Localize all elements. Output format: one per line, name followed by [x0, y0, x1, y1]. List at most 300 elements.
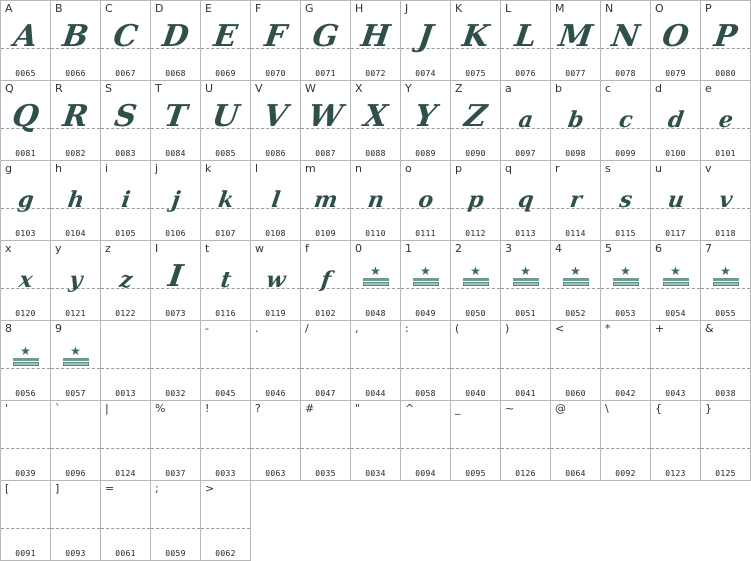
glyph-cell[interactable]: [600, 320, 651, 401]
character-label: g: [5, 162, 12, 175]
glyph-cell[interactable]: [450, 80, 501, 161]
character-code: 0043: [665, 389, 686, 398]
glyph-cell[interactable]: [300, 0, 351, 81]
glyph-preview: H: [358, 19, 393, 54]
glyph-preview: m: [312, 187, 340, 213]
glyph-cell[interactable]: [250, 400, 301, 481]
character-code: 0077: [565, 69, 586, 78]
glyph-cell[interactable]: [200, 0, 251, 81]
glyph-cell[interactable]: [150, 0, 201, 81]
glyph-cell[interactable]: [350, 0, 401, 81]
badge-box: [63, 362, 89, 366]
glyph-cell[interactable]: [550, 320, 601, 401]
character-code: 0038: [715, 389, 736, 398]
glyph-cell[interactable]: [350, 400, 401, 481]
glyph-preview: p: [466, 187, 486, 213]
baseline-guide: [551, 448, 600, 449]
glyph-cell[interactable]: [600, 80, 651, 161]
missing-glyph-badge-icon: [363, 265, 389, 286]
glyph-preview: d: [666, 107, 686, 133]
glyph-preview: w: [264, 267, 288, 293]
glyph-cell[interactable]: [550, 0, 601, 81]
glyph-preview: z: [117, 267, 134, 293]
character-code: 0124: [115, 469, 136, 478]
character-code: 0106: [165, 229, 186, 238]
character-label: k: [205, 162, 212, 175]
glyph-cell[interactable]: [550, 80, 601, 161]
star-icon: ★: [520, 264, 531, 278]
character-label: ;: [155, 482, 159, 495]
glyph-cell[interactable]: [350, 320, 401, 401]
glyph-cell[interactable]: [500, 160, 551, 241]
baseline-guide: [551, 368, 600, 369]
star-icon: ★: [570, 264, 581, 278]
glyph-preview: x: [17, 267, 35, 293]
star-icon: ★: [20, 344, 31, 358]
baseline-guide: [101, 528, 150, 529]
character-code: 0093: [65, 549, 86, 558]
glyph-cell[interactable]: [50, 80, 101, 161]
glyph-cell[interactable]: [100, 240, 151, 321]
glyph-cell[interactable]: [650, 80, 701, 161]
glyph-cell[interactable]: [150, 240, 201, 321]
character-code: 0104: [65, 229, 86, 238]
character-code: 0064: [565, 469, 586, 478]
baseline-guide: [601, 448, 650, 449]
glyph-cell[interactable]: [650, 320, 701, 401]
glyph-preview: v: [717, 187, 735, 213]
character-code: 0037: [165, 469, 186, 478]
character-code: 0103: [15, 229, 36, 238]
character-code: 0063: [265, 469, 286, 478]
glyph-preview: I: [166, 259, 186, 294]
glyph-cell[interactable]: [150, 400, 201, 481]
glyph-cell[interactable]: [0, 0, 51, 81]
glyph-cell[interactable]: [300, 80, 351, 161]
glyph-preview: j: [170, 187, 182, 213]
glyph-cell[interactable]: [200, 480, 251, 561]
character-label: (: [455, 322, 460, 335]
glyph-cell[interactable]: [650, 400, 701, 481]
character-code: 0096: [65, 469, 86, 478]
character-code: 0090: [465, 149, 486, 158]
character-code: 0102: [315, 309, 336, 318]
character-label: .: [255, 322, 259, 335]
glyph-preview: q: [516, 187, 536, 213]
character-label: f: [305, 242, 309, 255]
character-label: ): [505, 322, 510, 335]
glyph-cell[interactable]: [250, 240, 301, 321]
glyph-preview: Y: [412, 99, 439, 134]
glyph-cell[interactable]: [250, 80, 301, 161]
character-label: T: [155, 82, 162, 95]
character-label: V: [255, 82, 263, 95]
glyph-preview: n: [366, 187, 386, 213]
baseline-guide: [51, 528, 100, 529]
character-code: 0062: [215, 549, 236, 558]
glyph-preview: D: [160, 19, 192, 54]
glyph-cell[interactable]: [100, 400, 151, 481]
character-label: M: [555, 2, 565, 15]
glyph-cell[interactable]: [600, 0, 651, 81]
character-code: 0081: [15, 149, 36, 158]
badge-bar: [463, 278, 489, 281]
glyph-cell[interactable]: [600, 400, 651, 481]
character-code: 0068: [165, 69, 186, 78]
missing-glyph-badge-icon: [463, 265, 489, 286]
character-code: 0121: [65, 309, 86, 318]
character-label: ?: [255, 402, 261, 415]
character-code: 0114: [565, 229, 586, 238]
character-label: B: [55, 2, 63, 15]
character-code: 0066: [65, 69, 86, 78]
glyph-cell[interactable]: [300, 400, 351, 481]
glyph-cell[interactable]: [0, 160, 51, 241]
glyph-cell[interactable]: [450, 160, 501, 241]
character-label: i: [105, 162, 109, 175]
glyph-cell[interactable]: [150, 320, 201, 401]
glyph-cell[interactable]: [500, 320, 551, 401]
character-label: O: [655, 2, 664, 15]
character-label: 7: [705, 242, 712, 255]
character-label: q: [505, 162, 512, 175]
badge-box: [413, 282, 439, 286]
glyph-preview: g: [16, 187, 36, 213]
glyph-cell[interactable]: [200, 240, 251, 321]
glyph-preview: Q: [10, 99, 42, 134]
character-label: G: [305, 2, 314, 15]
character-code: 0087: [315, 149, 336, 158]
glyph-cell[interactable]: [550, 160, 601, 241]
glyph-preview: s: [617, 187, 634, 213]
badge-box: [363, 282, 389, 286]
character-code: 0050: [465, 309, 486, 318]
glyph-cell[interactable]: [650, 160, 701, 241]
glyph-cell[interactable]: [200, 80, 251, 161]
character-label: 2: [455, 242, 462, 255]
missing-glyph-badge-icon: [563, 265, 589, 286]
character-code: 0075: [465, 69, 486, 78]
baseline-guide: [101, 368, 150, 369]
glyph-cell[interactable]: [0, 480, 51, 561]
character-code: 0072: [365, 69, 386, 78]
character-code: 0032: [165, 389, 186, 398]
character-code: 0057: [65, 389, 86, 398]
character-code: 0044: [365, 389, 386, 398]
glyph-cell[interactable]: [150, 160, 201, 241]
character-code: 0083: [115, 149, 136, 158]
character-label: X: [355, 82, 363, 95]
glyph-preview: b: [566, 107, 586, 133]
character-label: c: [605, 82, 612, 95]
glyph-cell[interactable]: [50, 0, 101, 81]
character-code: 0120: [15, 309, 36, 318]
baseline-guide: [651, 288, 700, 289]
character-code: 0097: [515, 149, 536, 158]
character-label: A: [5, 2, 13, 15]
badge-box: [713, 282, 739, 286]
character-code: 0039: [15, 469, 36, 478]
character-code: 0034: [365, 469, 386, 478]
glyph-preview: Z: [462, 99, 489, 134]
glyph-cell[interactable]: [400, 320, 451, 401]
glyph-cell[interactable]: [400, 80, 451, 161]
glyph-cell[interactable]: [600, 160, 651, 241]
character-code: 0071: [315, 69, 336, 78]
character-label: U: [205, 82, 214, 95]
character-code: 0118: [715, 229, 736, 238]
character-label: P: [705, 2, 712, 15]
glyph-preview: h: [66, 187, 86, 213]
character-label: l: [255, 162, 259, 175]
glyph-preview: K: [460, 19, 492, 54]
character-code: 0126: [515, 469, 536, 478]
character-code: 0100: [665, 149, 686, 158]
character-label: =: [105, 482, 115, 495]
glyph-cell[interactable]: [250, 0, 301, 81]
character-code: 0042: [615, 389, 636, 398]
badge-bar: [63, 358, 89, 361]
character-label: %: [155, 402, 166, 415]
glyph-cell[interactable]: [100, 0, 151, 81]
character-code: 0082: [65, 149, 86, 158]
glyph-cell[interactable]: [400, 240, 451, 321]
glyph-preview: l: [269, 187, 282, 213]
glyph-preview: W: [306, 99, 345, 134]
glyph-cell[interactable]: [550, 400, 601, 481]
glyph-cell[interactable]: [50, 240, 101, 321]
badge-bar: [563, 278, 589, 281]
glyph-cell[interactable]: [0, 400, 51, 481]
glyph-cell[interactable]: [100, 480, 151, 561]
baseline-guide: [201, 448, 250, 449]
character-label: Y: [405, 82, 412, 95]
glyph-cell[interactable]: [450, 320, 501, 401]
character-label: u: [655, 162, 662, 175]
glyph-cell[interactable]: [100, 320, 151, 401]
glyph-cell[interactable]: [350, 240, 401, 321]
badge-bar: [513, 278, 539, 281]
character-label: s: [605, 162, 611, 175]
glyph-preview: J: [416, 19, 436, 54]
character-code: 0055: [715, 309, 736, 318]
glyph-cell[interactable]: [200, 400, 251, 481]
character-label: >: [205, 482, 215, 495]
baseline-guide: [601, 368, 650, 369]
baseline-guide: [351, 288, 400, 289]
glyph-preview: S: [112, 99, 139, 134]
character-label: Z: [455, 82, 463, 95]
character-label: 4: [555, 242, 562, 255]
glyph-cell[interactable]: [200, 160, 251, 241]
missing-glyph-badge-icon: [663, 265, 689, 286]
character-code: 0041: [515, 389, 536, 398]
glyph-preview: G: [310, 19, 341, 54]
character-label: 5: [605, 242, 612, 255]
character-code: 0048: [365, 309, 386, 318]
glyph-cell[interactable]: [600, 240, 651, 321]
character-label: n: [355, 162, 362, 175]
baseline-guide: [51, 448, 100, 449]
character-code: 0051: [515, 309, 536, 318]
character-label: !: [205, 402, 210, 415]
character-code: 0089: [415, 149, 436, 158]
glyph-cell[interactable]: [350, 80, 401, 161]
baseline-guide: [301, 448, 350, 449]
glyph-cell[interactable]: [250, 320, 301, 401]
glyph-cell[interactable]: [550, 240, 601, 321]
character-label: ]: [55, 482, 60, 495]
glyph-cell[interactable]: [500, 0, 551, 81]
character-code: 0035: [315, 469, 336, 478]
baseline-guide: [251, 448, 300, 449]
glyph-cell[interactable]: [0, 240, 51, 321]
glyph-cell[interactable]: [300, 240, 351, 321]
badge-bar: [13, 358, 39, 361]
character-label: r: [555, 162, 560, 175]
glyph-cell[interactable]: [150, 80, 201, 161]
baseline-guide: [501, 368, 550, 369]
character-label: t: [205, 242, 210, 255]
character-label: }: [705, 402, 712, 415]
character-label: h: [55, 162, 62, 175]
character-label: j: [155, 162, 159, 175]
glyph-cell[interactable]: [700, 240, 751, 321]
character-label: /: [305, 322, 309, 335]
character-label: `: [55, 402, 61, 415]
glyph-cell[interactable]: [500, 80, 551, 161]
character-label: @: [555, 402, 566, 415]
glyph-cell[interactable]: [100, 80, 151, 161]
character-label: 1: [405, 242, 412, 255]
character-code: 0054: [665, 309, 686, 318]
character-code: 0078: [615, 69, 636, 78]
baseline-guide: [351, 368, 400, 369]
glyph-preview: o: [416, 187, 436, 213]
glyph-cell[interactable]: [500, 400, 551, 481]
character-label: *: [605, 322, 611, 335]
glyph-cell[interactable]: [650, 240, 701, 321]
character-code: 0084: [165, 149, 186, 158]
glyph-cell[interactable]: [400, 160, 451, 241]
character-label: J: [405, 2, 409, 15]
glyph-cell[interactable]: [700, 80, 751, 161]
baseline-guide: [451, 288, 500, 289]
character-label: <: [555, 322, 565, 335]
character-label: ~: [505, 402, 515, 415]
star-icon: ★: [420, 264, 431, 278]
badge-bar: [363, 278, 389, 281]
character-label: v: [705, 162, 712, 175]
character-label: N: [605, 2, 614, 15]
glyph-cell[interactable]: [700, 160, 751, 241]
glyph-preview: A: [11, 19, 40, 54]
character-label: S: [105, 82, 112, 95]
character-code: 0058: [415, 389, 436, 398]
glyph-preview: T: [161, 99, 190, 134]
character-code: 0123: [665, 469, 686, 478]
glyph-cell[interactable]: [300, 320, 351, 401]
glyph-preview: a: [516, 107, 535, 133]
glyph-cell[interactable]: [400, 400, 451, 481]
glyph-preview: L: [512, 19, 539, 54]
character-label: \: [605, 402, 609, 415]
character-code: 0105: [115, 229, 136, 238]
glyph-cell[interactable]: [450, 240, 501, 321]
baseline-guide: [651, 448, 700, 449]
glyph-cell[interactable]: [50, 480, 101, 561]
glyph-cell[interactable]: [50, 320, 101, 401]
star-icon: ★: [370, 264, 381, 278]
glyph-cell[interactable]: [700, 320, 751, 401]
glyph-cell[interactable]: [0, 320, 51, 401]
glyph-cell[interactable]: [350, 160, 401, 241]
baseline-guide: [201, 368, 250, 369]
character-label: ": [355, 402, 361, 415]
character-label: R: [55, 82, 63, 95]
glyph-cell[interactable]: [400, 0, 451, 81]
character-label: F: [255, 2, 262, 15]
glyph-cell[interactable]: [500, 240, 551, 321]
character-code: 0110: [365, 229, 386, 238]
character-label: e: [705, 82, 712, 95]
character-label: o: [405, 162, 412, 175]
badge-box: [463, 282, 489, 286]
glyph-cell[interactable]: [50, 160, 101, 241]
badge-box: [563, 282, 589, 286]
baseline-guide: [201, 528, 250, 529]
glyph-preview: t: [219, 267, 233, 293]
character-code: 0117: [665, 229, 686, 238]
character-code: 0080: [715, 69, 736, 78]
glyph-cell[interactable]: [100, 160, 151, 241]
badge-bar: [663, 278, 689, 281]
glyph-cell[interactable]: [0, 80, 51, 161]
baseline-guide: [551, 288, 600, 289]
glyph-cell[interactable]: [150, 480, 201, 561]
glyph-cell[interactable]: [450, 0, 501, 81]
character-label: I: [155, 242, 159, 255]
glyph-cell[interactable]: [200, 320, 251, 401]
baseline-guide: [701, 288, 750, 289]
glyph-preview: V: [261, 99, 290, 134]
character-label: y: [55, 242, 62, 255]
star-icon: ★: [470, 264, 481, 278]
baseline-guide: [1, 368, 50, 369]
glyph-cell[interactable]: [50, 400, 101, 481]
badge-bar: [713, 278, 739, 281]
glyph-preview: N: [609, 19, 642, 54]
character-code: 0059: [165, 549, 186, 558]
character-code: 0060: [565, 389, 586, 398]
glyph-cell[interactable]: [700, 0, 751, 81]
character-code: 0045: [215, 389, 236, 398]
character-label: &: [705, 322, 714, 335]
glyph-preview: f: [319, 267, 333, 293]
glyph-cell[interactable]: [700, 400, 751, 481]
baseline-guide: [151, 448, 200, 449]
baseline-guide: [451, 368, 500, 369]
glyph-cell[interactable]: [450, 400, 501, 481]
character-code: 0113: [515, 229, 536, 238]
character-label: 9: [55, 322, 62, 335]
glyph-cell[interactable]: [250, 160, 301, 241]
glyph-cell[interactable]: [300, 160, 351, 241]
character-label: K: [455, 2, 463, 15]
glyph-preview: O: [660, 19, 692, 54]
character-label: +: [655, 322, 665, 335]
glyph-cell[interactable]: [650, 0, 701, 81]
